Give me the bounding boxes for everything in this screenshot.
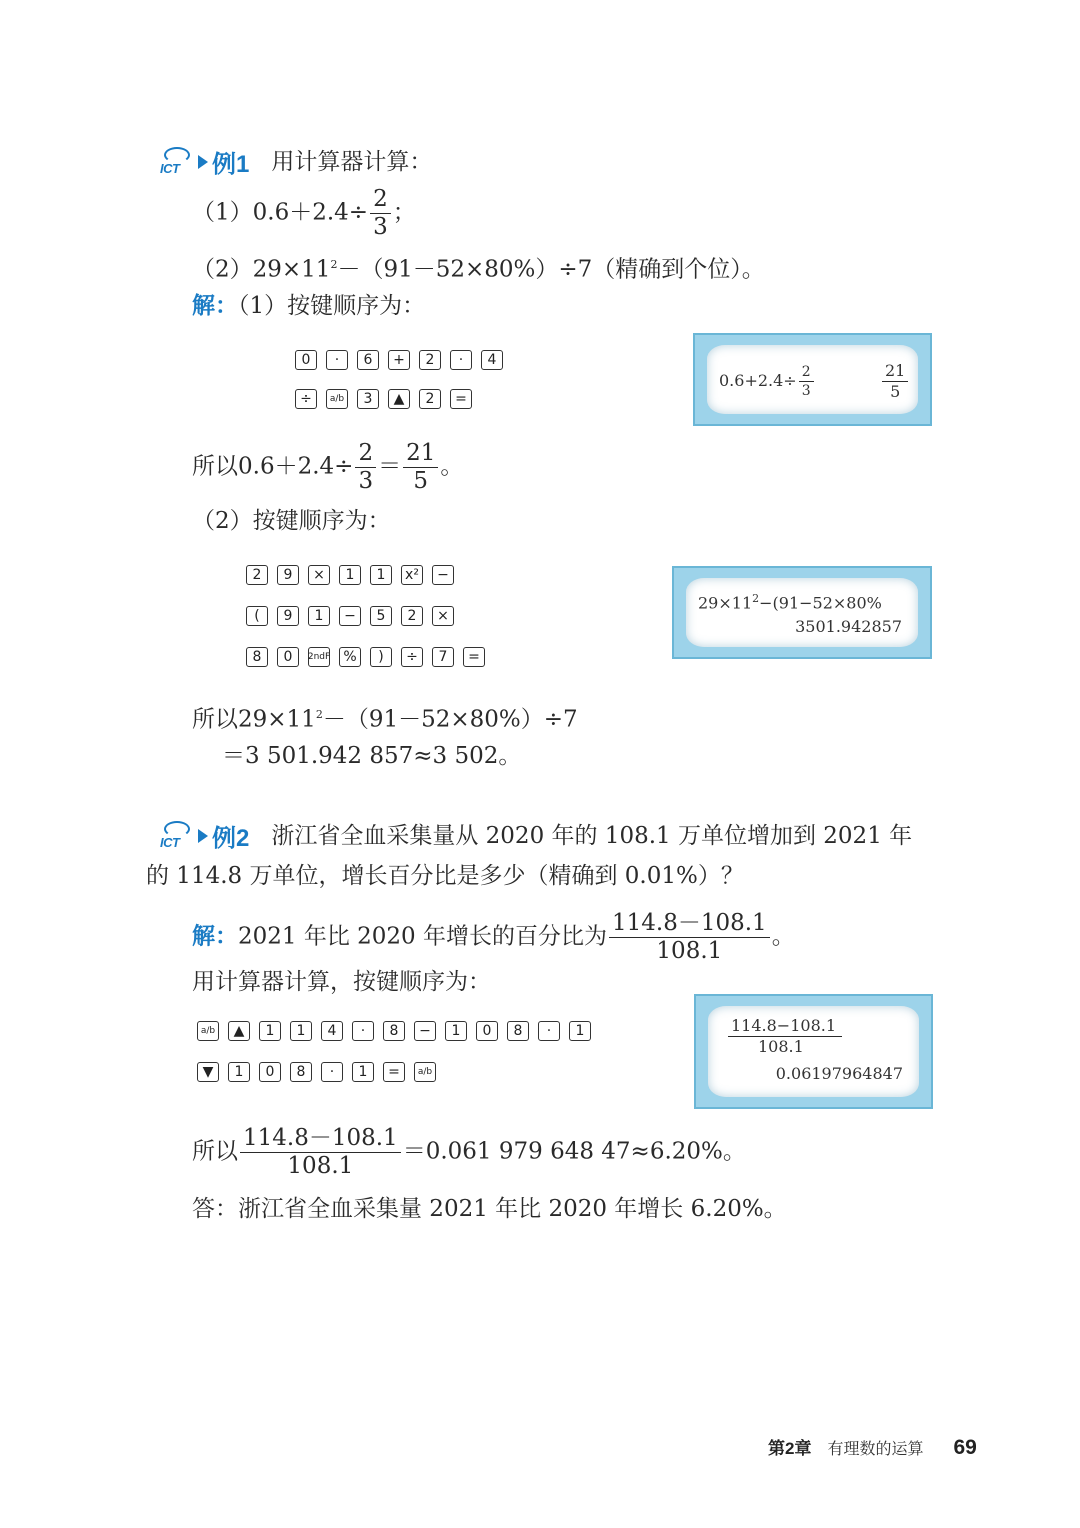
solution-label: 解：	[192, 292, 238, 318]
fraction: $\frac{2}{3}$	[370, 188, 391, 239]
ict-icon: ICT	[158, 819, 194, 853]
screen-expression: 0.6+2.4÷ $\frac{2}{3}$	[719, 365, 816, 398]
calculator-key: ·	[450, 350, 472, 370]
keypad-row	[246, 647, 485, 667]
keypad-row	[197, 1021, 591, 1041]
calculator-key: 2	[246, 565, 268, 585]
calculator-key: 2	[401, 606, 423, 626]
example2-solution: 解：2021 年比 2020 年增长的百分比为 $\frac{114.8-108.1}{108.1}$ 。	[192, 910, 795, 964]
calculator-key: 6	[357, 350, 379, 370]
calculator-key: 1	[339, 565, 361, 585]
calculator-screen-2	[672, 566, 932, 659]
calculator-key: a/b	[326, 389, 348, 409]
calculator-key: 0	[295, 350, 317, 370]
example2-title-line1: 浙江省全血采集量从 2020 年的 108.1 万单位增加到 2021 年	[271, 822, 913, 849]
calculator-key: %	[339, 647, 361, 667]
calculator-key: 2ndF	[308, 647, 330, 667]
calculator-key: −	[432, 565, 454, 585]
calculator-key: ▲	[228, 1021, 250, 1041]
calculator-key: (	[246, 606, 268, 626]
calculator-key: 8	[507, 1021, 529, 1041]
question1: （1）0.6＋2.4÷ $\frac{2}{3}$ ；	[192, 186, 416, 240]
example1-label: 例1	[212, 151, 250, 178]
example2-result: 所以 $\frac{114.8-108.1}{108.1}$ ＝0.061 979 648 47≈6.20%。	[192, 1125, 746, 1179]
chapter-label: 第2章	[768, 1439, 812, 1458]
result2-line1: 所以$29\times 11^2-(91-52\times 80\%)\div 7$	[192, 706, 578, 733]
question2: $(2)29\times 11^2-(91-52\times 80\%)\div 7$（精确到个位）。	[192, 256, 765, 283]
example2-label: 例2	[212, 825, 250, 852]
calculator-key: ▼	[197, 1062, 219, 1082]
example2-header	[158, 818, 912, 853]
calculator-key: 9	[277, 565, 299, 585]
triangle-marker-icon	[198, 829, 208, 843]
page-footer	[768, 1434, 977, 1460]
calculator-key: 8	[290, 1062, 312, 1082]
calculator-key: ▲	[388, 389, 410, 409]
calculator-key: 1	[290, 1021, 312, 1041]
calculator-key: 2	[419, 350, 441, 370]
calculator-key: =	[463, 647, 485, 667]
calculator-key: ÷	[401, 647, 423, 667]
result2-line2: ＝3 501.942 857≈3 502。	[222, 743, 522, 769]
keypad-row	[197, 1062, 436, 1082]
triangle-marker-icon	[198, 155, 208, 169]
example2-calc-intro: 用计算器计算，按键顺序为：	[192, 969, 491, 995]
calculator-key: 1	[352, 1062, 374, 1082]
calculator-key: −	[414, 1021, 436, 1041]
solution-label: 解：	[192, 922, 238, 949]
calculator-key: x²	[401, 565, 423, 585]
calculator-key: 1	[228, 1062, 250, 1082]
calculator-key: 8	[246, 647, 268, 667]
calculator-screen-3	[694, 994, 933, 1109]
screen-result: $\frac{21}{5}$	[880, 363, 910, 400]
screen-result: 0.06197964847	[775, 1064, 903, 1083]
calculator-key: 5	[370, 606, 392, 626]
example2-answer: 答：浙江省全血采集量 2021 年比 2020 年增长 6.20%。	[192, 1196, 787, 1222]
example1-header	[158, 144, 432, 179]
calculator-key: 7	[432, 647, 454, 667]
calculator-key: 8	[383, 1021, 405, 1041]
calculator-key: −	[339, 606, 361, 626]
calculator-key: )	[370, 647, 392, 667]
calculator-key: a/b	[197, 1021, 219, 1041]
calculator-key: ·	[352, 1021, 374, 1041]
calculator-key: ·	[321, 1062, 343, 1082]
calculator-key: 4	[321, 1021, 343, 1041]
keypad-row	[246, 565, 454, 585]
calculator-key: 2	[419, 389, 441, 409]
calculator-key: 0	[476, 1021, 498, 1041]
keypad-row	[246, 606, 454, 626]
screen-expression: $29\times 11^2-(91-52\times 80\%$	[698, 592, 882, 613]
result1: 所以0.6＋2.4÷ $\frac{2}{3}$ ＝ $\frac{21}{5}$ 。	[192, 440, 464, 494]
calculator-key: +	[388, 350, 410, 370]
calculator-key: ·	[326, 350, 348, 370]
calculator-key: 0	[259, 1062, 281, 1082]
calculator-key: 1	[445, 1021, 467, 1041]
calculator-key: =	[383, 1062, 405, 1082]
calculator-key: ·	[538, 1021, 560, 1041]
keypad-row	[295, 350, 503, 370]
solution2-intro: （2）按键顺序为：	[192, 508, 391, 534]
chapter-title: 有理数的运算	[827, 1439, 924, 1458]
screen-result: 3501.942857	[795, 617, 902, 636]
calculator-key: 1	[259, 1021, 281, 1041]
solution1-intro: 解：（1）按键顺序为：	[192, 292, 426, 319]
keypad-row	[295, 389, 472, 409]
calculator-key: 1	[308, 606, 330, 626]
calculator-key: 1	[569, 1021, 591, 1041]
ict-icon: ICT	[158, 145, 194, 179]
calculator-key: ×	[432, 606, 454, 626]
calculator-key: 4	[481, 350, 503, 370]
calculator-screen-1	[693, 333, 932, 426]
screen-fraction: $\frac{114.8-108.1}{108.1}$	[726, 1018, 844, 1055]
calculator-key: a/b	[414, 1062, 436, 1082]
example2-title-line2: 的 114.8 万单位，增长百分比是多少（精确到 0.01%）？	[146, 863, 744, 889]
page-number: 69	[953, 1436, 977, 1459]
calculator-key: 1	[370, 565, 392, 585]
calculator-key: 0	[277, 647, 299, 667]
example1-title: 用计算器计算：	[271, 148, 433, 175]
calculator-key: 9	[277, 606, 299, 626]
calculator-key: 3	[357, 389, 379, 409]
calculator-key: =	[450, 389, 472, 409]
calculator-key: ÷	[295, 389, 317, 409]
calculator-key: ×	[308, 565, 330, 585]
